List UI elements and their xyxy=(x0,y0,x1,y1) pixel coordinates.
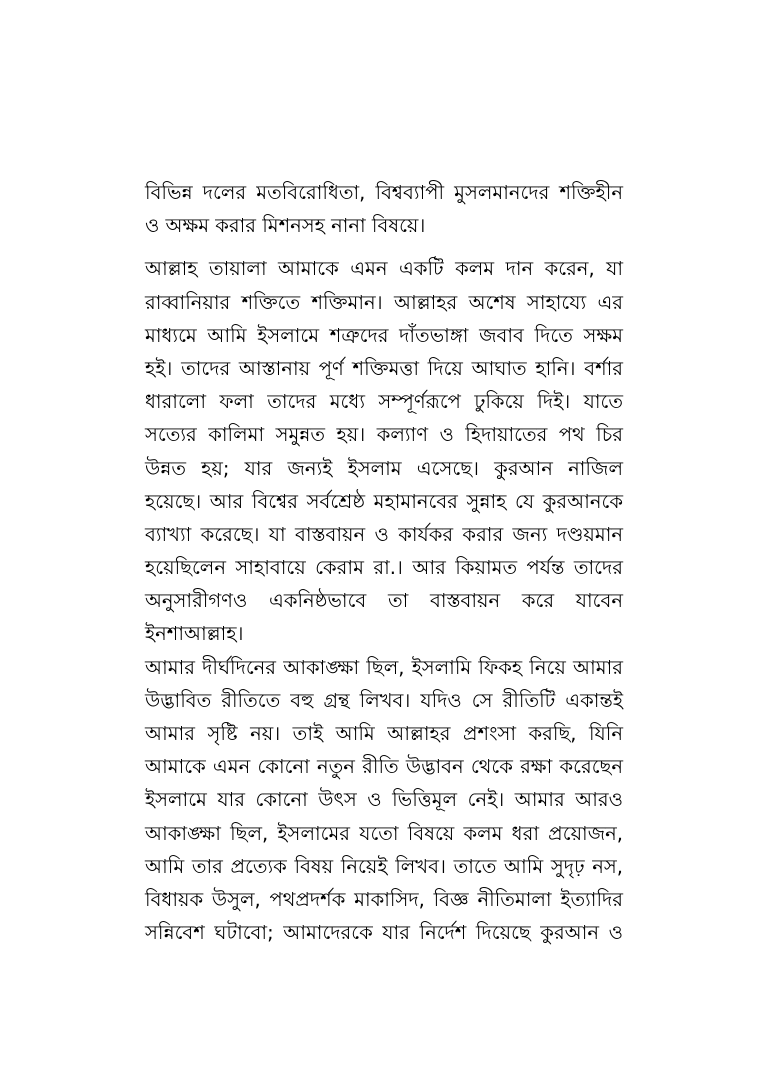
text-line: বিভিন্ন দলের মতবিরোধিতা, বিশ্বব্যাপী মুসলমানদের শক্তিহীন xyxy=(145,181,623,204)
text-line: বিধায়ক উসুল, পথপ্রদর্শক মাকাসিদ, বিজ্ঞ নীতিমালা ইত্যাদির xyxy=(145,887,623,911)
text-line: আল্লাহ তায়ালা আমাকে এমন একটি কলম দান করেন, যা xyxy=(145,257,623,281)
text-line: আমি তার প্রত্যেক বিষয় নিয়েই লিখব। তাতে আমি সুদৃঢ় নস, xyxy=(145,854,623,878)
text-line: আমার সৃষ্টি নয়। তাই আমি আল্লাহর প্রশংসা করছি, যিনি xyxy=(145,722,623,745)
text-line: ধারালো ফলা তাদের মধ্যে সম্পূর্ণরূপে ঢুকিয়ে দিই। যাতে xyxy=(145,390,623,414)
text-line: হয়েছে। আর বিশ্বের সর্বশ্রেষ্ঠ মহামানবের সুন্নাহ যে কুরআনকে xyxy=(145,489,623,513)
text-line: ও অক্ষম করার মিশনসহ নানা বিষয়ে। xyxy=(145,214,426,238)
text-line: রাব্বানিয়ার শক্তিতে শক্তিমান। আল্লাহর অশেষ সাহায্যে এর xyxy=(145,290,623,314)
text-line: আমাকে এমন কোনো নতুন রীতি উদ্ভাবন থেকে রক্ষা করেছেন xyxy=(145,755,623,779)
text-line: হয়েছিলেন সাহাবায়ে কেরাম রা.। আর কিয়ামত পর্যন্ত তাদের xyxy=(145,556,623,580)
text-line: অনুসারীগণও একনিষ্ঠভাবে তা বাস্তবায়ন করে যাবেন xyxy=(145,589,623,613)
text-line: আকাঙ্ক্ষা ছিল, ইসলামের যতো বিষয়ে কলম ধরা প্রয়োজন, xyxy=(145,821,623,845)
text-line: উদ্ভাবিত রীতিতে বহু গ্রন্থ লিখব। যদিও সে রীতিটি একান্তই xyxy=(145,688,623,712)
text-line: হই। তাদের আস্তানায় পূর্ণ শক্তিমত্তা দিয়ে আঘাত হানি। বর্শার xyxy=(145,356,623,380)
text-line: ইনশাআল্লাহ। xyxy=(145,622,244,646)
text-line: মাধ্যমে আমি ইসলামে শত্রুদের দাঁতভাঙ্গা জবাব দিতে সক্ষম xyxy=(145,323,623,347)
paragraph-2 xyxy=(145,252,623,650)
body-text xyxy=(145,176,623,949)
text-line: ইসলামে যার কোনো উৎস ও ভিত্তিমূল নেই। আমার আরও xyxy=(145,788,623,812)
text-line: উন্নত হয়; যার জন্যই ইসলাম এসেছে। কুরআন নাজিল xyxy=(145,456,623,480)
paragraph-3 xyxy=(145,651,623,950)
text-line: আমার দীর্ঘদিনের আকাঙ্ক্ষা ছিল, ইসলামি ফিকহ নিয়ে আমার xyxy=(145,655,623,679)
paragraph-1 xyxy=(145,176,623,242)
text-line: ব্যাখ্যা করেছে। যা বাস্তবায়ন ও কার্যকর করার জন্য দণ্ডয়মান xyxy=(145,522,623,546)
text-line: সত্যের কালিমা সমুন্নত হয়। কল্যাণ ও হিদায়াতের পথ চির xyxy=(145,423,623,447)
text-line: সন্নিবেশ ঘটাবো; আমাদেরকে যার নির্দেশ দিয়েছে কুরআন ও xyxy=(145,921,623,945)
